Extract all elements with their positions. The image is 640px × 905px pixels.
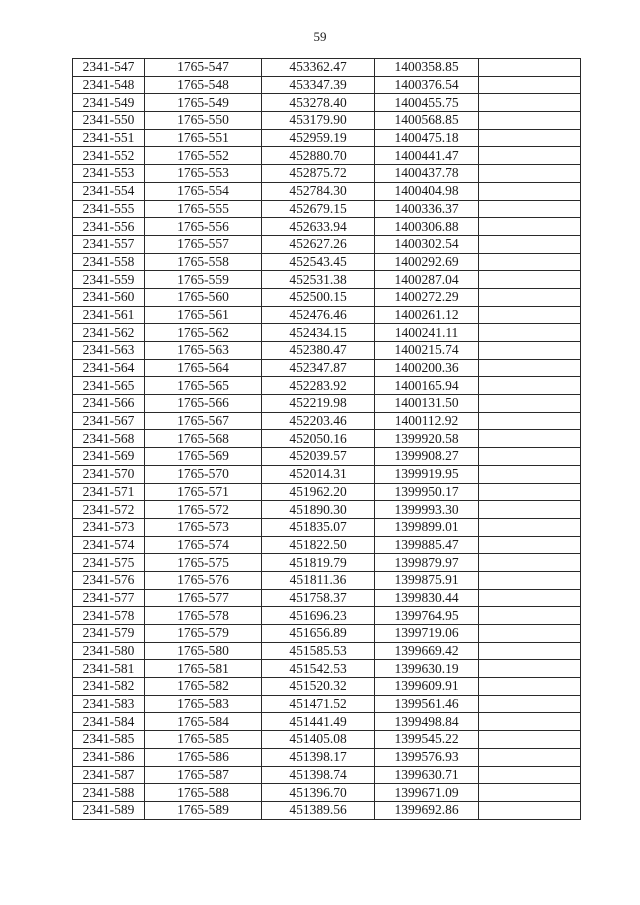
alt-point-id-cell: 1765-559 bbox=[145, 271, 262, 289]
x-coordinate-cell: 453179.90 bbox=[262, 112, 375, 130]
x-coordinate-cell: 453347.39 bbox=[262, 76, 375, 94]
x-coordinate-cell: 451819.79 bbox=[262, 554, 375, 572]
alt-point-id-cell: 1765-552 bbox=[145, 147, 262, 165]
y-coordinate-cell: 1399630.19 bbox=[375, 660, 479, 678]
x-coordinate-cell: 451398.17 bbox=[262, 748, 375, 766]
alt-point-id-cell: 1765-566 bbox=[145, 395, 262, 413]
note-cell bbox=[479, 430, 581, 448]
table-row bbox=[73, 430, 581, 448]
table-row bbox=[73, 713, 581, 731]
point-id-cell: 2341-570 bbox=[73, 465, 145, 483]
note-cell bbox=[479, 748, 581, 766]
table-row bbox=[73, 589, 581, 607]
alt-point-id-cell: 1765-585 bbox=[145, 731, 262, 749]
y-coordinate-cell: 1400376.54 bbox=[375, 76, 479, 94]
point-id-cell: 2341-551 bbox=[73, 129, 145, 147]
x-coordinate-cell: 452627.26 bbox=[262, 235, 375, 253]
point-id-cell: 2341-554 bbox=[73, 182, 145, 200]
alt-point-id-cell: 1765-555 bbox=[145, 200, 262, 218]
y-coordinate-cell: 1400404.98 bbox=[375, 182, 479, 200]
table-row bbox=[73, 112, 581, 130]
note-cell bbox=[479, 306, 581, 324]
note-cell bbox=[479, 536, 581, 554]
y-coordinate-cell: 1399920.58 bbox=[375, 430, 479, 448]
y-coordinate-cell: 1400306.88 bbox=[375, 218, 479, 236]
note-cell bbox=[479, 483, 581, 501]
point-id-cell: 2341-568 bbox=[73, 430, 145, 448]
x-coordinate-cell: 451835.07 bbox=[262, 518, 375, 536]
alt-point-id-cell: 1765-580 bbox=[145, 642, 262, 660]
table-row bbox=[73, 554, 581, 572]
table-row bbox=[73, 660, 581, 678]
x-coordinate-cell: 452434.15 bbox=[262, 324, 375, 342]
point-id-cell: 2341-576 bbox=[73, 571, 145, 589]
table-row bbox=[73, 377, 581, 395]
table-row bbox=[73, 94, 581, 112]
alt-point-id-cell: 1765-549 bbox=[145, 94, 262, 112]
point-id-cell: 2341-575 bbox=[73, 554, 145, 572]
x-coordinate-cell: 452283.92 bbox=[262, 377, 375, 395]
y-coordinate-cell: 1399630.71 bbox=[375, 766, 479, 784]
note-cell bbox=[479, 271, 581, 289]
x-coordinate-cell: 452543.45 bbox=[262, 253, 375, 271]
alt-point-id-cell: 1765-577 bbox=[145, 589, 262, 607]
point-id-cell: 2341-567 bbox=[73, 412, 145, 430]
table-row bbox=[73, 536, 581, 554]
alt-point-id-cell: 1765-569 bbox=[145, 448, 262, 466]
alt-point-id-cell: 1765-589 bbox=[145, 801, 262, 819]
table-row bbox=[73, 235, 581, 253]
x-coordinate-cell: 452880.70 bbox=[262, 147, 375, 165]
note-cell bbox=[479, 571, 581, 589]
table-row bbox=[73, 129, 581, 147]
x-coordinate-cell: 452219.98 bbox=[262, 395, 375, 413]
y-coordinate-cell: 1399764.95 bbox=[375, 607, 479, 625]
point-id-cell: 2341-560 bbox=[73, 288, 145, 306]
alt-point-id-cell: 1765-564 bbox=[145, 359, 262, 377]
table-row bbox=[73, 501, 581, 519]
table-row bbox=[73, 731, 581, 749]
note-cell bbox=[479, 731, 581, 749]
note-cell bbox=[479, 395, 581, 413]
note-cell bbox=[479, 94, 581, 112]
point-id-cell: 2341-572 bbox=[73, 501, 145, 519]
note-cell bbox=[479, 235, 581, 253]
alt-point-id-cell: 1765-548 bbox=[145, 76, 262, 94]
y-coordinate-cell: 1400215.74 bbox=[375, 342, 479, 360]
x-coordinate-cell: 452633.94 bbox=[262, 218, 375, 236]
alt-point-id-cell: 1765-578 bbox=[145, 607, 262, 625]
y-coordinate-cell: 1400358.85 bbox=[375, 59, 479, 77]
alt-point-id-cell: 1765-574 bbox=[145, 536, 262, 554]
x-coordinate-cell: 451471.52 bbox=[262, 695, 375, 713]
point-id-cell: 2341-566 bbox=[73, 395, 145, 413]
point-id-cell: 2341-577 bbox=[73, 589, 145, 607]
table-row bbox=[73, 465, 581, 483]
point-id-cell: 2341-548 bbox=[73, 76, 145, 94]
point-id-cell: 2341-581 bbox=[73, 660, 145, 678]
note-cell bbox=[479, 625, 581, 643]
alt-point-id-cell: 1765-579 bbox=[145, 625, 262, 643]
point-id-cell: 2341-585 bbox=[73, 731, 145, 749]
note-cell bbox=[479, 801, 581, 819]
x-coordinate-cell: 451398.74 bbox=[262, 766, 375, 784]
note-cell bbox=[479, 607, 581, 625]
x-coordinate-cell: 452500.15 bbox=[262, 288, 375, 306]
x-coordinate-cell: 451962.20 bbox=[262, 483, 375, 501]
alt-point-id-cell: 1765-550 bbox=[145, 112, 262, 130]
table-row bbox=[73, 59, 581, 77]
y-coordinate-cell: 1399875.91 bbox=[375, 571, 479, 589]
note-cell bbox=[479, 766, 581, 784]
table-row bbox=[73, 395, 581, 413]
y-coordinate-cell: 1400302.54 bbox=[375, 235, 479, 253]
note-cell bbox=[479, 324, 581, 342]
note-cell bbox=[479, 518, 581, 536]
x-coordinate-cell: 451822.50 bbox=[262, 536, 375, 554]
point-id-cell: 2341-587 bbox=[73, 766, 145, 784]
y-coordinate-cell: 1400336.37 bbox=[375, 200, 479, 218]
point-id-cell: 2341-578 bbox=[73, 607, 145, 625]
y-coordinate-cell: 1399561.46 bbox=[375, 695, 479, 713]
alt-point-id-cell: 1765-583 bbox=[145, 695, 262, 713]
table-row bbox=[73, 801, 581, 819]
x-coordinate-cell: 451542.53 bbox=[262, 660, 375, 678]
point-id-cell: 2341-559 bbox=[73, 271, 145, 289]
x-coordinate-cell: 451405.08 bbox=[262, 731, 375, 749]
x-coordinate-cell: 452476.46 bbox=[262, 306, 375, 324]
alt-point-id-cell: 1765-557 bbox=[145, 235, 262, 253]
x-coordinate-cell: 451811.36 bbox=[262, 571, 375, 589]
x-coordinate-cell: 451585.53 bbox=[262, 642, 375, 660]
point-id-cell: 2341-580 bbox=[73, 642, 145, 660]
x-coordinate-cell: 452050.16 bbox=[262, 430, 375, 448]
note-cell bbox=[479, 218, 581, 236]
alt-point-id-cell: 1765-582 bbox=[145, 678, 262, 696]
y-coordinate-cell: 1399545.22 bbox=[375, 731, 479, 749]
alt-point-id-cell: 1765-565 bbox=[145, 377, 262, 395]
y-coordinate-cell: 1399498.84 bbox=[375, 713, 479, 731]
y-coordinate-cell: 1399576.93 bbox=[375, 748, 479, 766]
alt-point-id-cell: 1765-547 bbox=[145, 59, 262, 77]
point-id-cell: 2341-589 bbox=[73, 801, 145, 819]
alt-point-id-cell: 1765-584 bbox=[145, 713, 262, 731]
table-row bbox=[73, 271, 581, 289]
table-row bbox=[73, 483, 581, 501]
x-coordinate-cell: 451696.23 bbox=[262, 607, 375, 625]
alt-point-id-cell: 1765-588 bbox=[145, 784, 262, 802]
alt-point-id-cell: 1765-556 bbox=[145, 218, 262, 236]
x-coordinate-cell: 451656.89 bbox=[262, 625, 375, 643]
y-coordinate-cell: 1399919.95 bbox=[375, 465, 479, 483]
note-cell bbox=[479, 182, 581, 200]
y-coordinate-cell: 1400112.92 bbox=[375, 412, 479, 430]
point-id-cell: 2341-586 bbox=[73, 748, 145, 766]
point-id-cell: 2341-562 bbox=[73, 324, 145, 342]
note-cell bbox=[479, 253, 581, 271]
note-cell bbox=[479, 554, 581, 572]
table-row bbox=[73, 359, 581, 377]
point-id-cell: 2341-547 bbox=[73, 59, 145, 77]
point-id-cell: 2341-588 bbox=[73, 784, 145, 802]
table-row bbox=[73, 76, 581, 94]
alt-point-id-cell: 1765-560 bbox=[145, 288, 262, 306]
alt-point-id-cell: 1765-571 bbox=[145, 483, 262, 501]
table-row bbox=[73, 324, 581, 342]
alt-point-id-cell: 1765-581 bbox=[145, 660, 262, 678]
point-id-cell: 2341-563 bbox=[73, 342, 145, 360]
note-cell bbox=[479, 76, 581, 94]
point-id-cell: 2341-573 bbox=[73, 518, 145, 536]
table-row bbox=[73, 165, 581, 183]
y-coordinate-cell: 1399993.30 bbox=[375, 501, 479, 519]
x-coordinate-cell: 452959.19 bbox=[262, 129, 375, 147]
point-id-cell: 2341-558 bbox=[73, 253, 145, 271]
table-row bbox=[73, 200, 581, 218]
point-id-cell: 2341-564 bbox=[73, 359, 145, 377]
point-id-cell: 2341-574 bbox=[73, 536, 145, 554]
y-coordinate-cell: 1399669.42 bbox=[375, 642, 479, 660]
x-coordinate-cell: 452347.87 bbox=[262, 359, 375, 377]
alt-point-id-cell: 1765-575 bbox=[145, 554, 262, 572]
x-coordinate-cell: 452679.15 bbox=[262, 200, 375, 218]
point-id-cell: 2341-552 bbox=[73, 147, 145, 165]
y-coordinate-cell: 1399671.09 bbox=[375, 784, 479, 802]
table-row bbox=[73, 288, 581, 306]
note-cell bbox=[479, 784, 581, 802]
x-coordinate-cell: 451441.49 bbox=[262, 713, 375, 731]
note-cell bbox=[479, 589, 581, 607]
point-id-cell: 2341-565 bbox=[73, 377, 145, 395]
y-coordinate-cell: 1399908.27 bbox=[375, 448, 479, 466]
table-row bbox=[73, 678, 581, 696]
table-row bbox=[73, 571, 581, 589]
y-coordinate-cell: 1399885.47 bbox=[375, 536, 479, 554]
y-coordinate-cell: 1400568.85 bbox=[375, 112, 479, 130]
alt-point-id-cell: 1765-587 bbox=[145, 766, 262, 784]
x-coordinate-cell: 452039.57 bbox=[262, 448, 375, 466]
note-cell bbox=[479, 660, 581, 678]
y-coordinate-cell: 1399879.97 bbox=[375, 554, 479, 572]
y-coordinate-cell: 1400131.50 bbox=[375, 395, 479, 413]
table-row bbox=[73, 253, 581, 271]
point-id-cell: 2341-550 bbox=[73, 112, 145, 130]
x-coordinate-cell: 451758.37 bbox=[262, 589, 375, 607]
note-cell bbox=[479, 642, 581, 660]
point-id-cell: 2341-557 bbox=[73, 235, 145, 253]
table-row bbox=[73, 748, 581, 766]
y-coordinate-cell: 1400475.18 bbox=[375, 129, 479, 147]
x-coordinate-cell: 451890.30 bbox=[262, 501, 375, 519]
point-id-cell: 2341-579 bbox=[73, 625, 145, 643]
note-cell bbox=[479, 112, 581, 130]
point-id-cell: 2341-571 bbox=[73, 483, 145, 501]
x-coordinate-cell: 452014.31 bbox=[262, 465, 375, 483]
y-coordinate-cell: 1400165.94 bbox=[375, 377, 479, 395]
x-coordinate-cell: 451396.70 bbox=[262, 784, 375, 802]
x-coordinate-cell: 452784.30 bbox=[262, 182, 375, 200]
point-id-cell: 2341-555 bbox=[73, 200, 145, 218]
point-id-cell: 2341-569 bbox=[73, 448, 145, 466]
y-coordinate-cell: 1399899.01 bbox=[375, 518, 479, 536]
table-row bbox=[73, 218, 581, 236]
note-cell bbox=[479, 412, 581, 430]
y-coordinate-cell: 1400292.69 bbox=[375, 253, 479, 271]
alt-point-id-cell: 1765-576 bbox=[145, 571, 262, 589]
note-cell bbox=[479, 147, 581, 165]
table-row bbox=[73, 342, 581, 360]
table-row bbox=[73, 642, 581, 660]
y-coordinate-cell: 1400272.29 bbox=[375, 288, 479, 306]
point-id-cell: 2341-582 bbox=[73, 678, 145, 696]
y-coordinate-cell: 1399950.17 bbox=[375, 483, 479, 501]
note-cell bbox=[479, 448, 581, 466]
table-row bbox=[73, 448, 581, 466]
alt-point-id-cell: 1765-568 bbox=[145, 430, 262, 448]
x-coordinate-cell: 451389.56 bbox=[262, 801, 375, 819]
table-row bbox=[73, 607, 581, 625]
x-coordinate-cell: 453362.47 bbox=[262, 59, 375, 77]
note-cell bbox=[479, 165, 581, 183]
y-coordinate-cell: 1400441.47 bbox=[375, 147, 479, 165]
table-row bbox=[73, 412, 581, 430]
y-coordinate-cell: 1400261.12 bbox=[375, 306, 479, 324]
note-cell bbox=[479, 59, 581, 77]
y-coordinate-cell: 1399830.44 bbox=[375, 589, 479, 607]
table-row bbox=[73, 182, 581, 200]
x-coordinate-cell: 452875.72 bbox=[262, 165, 375, 183]
note-cell bbox=[479, 129, 581, 147]
x-coordinate-cell: 451520.32 bbox=[262, 678, 375, 696]
table-row bbox=[73, 147, 581, 165]
x-coordinate-cell: 453278.40 bbox=[262, 94, 375, 112]
point-id-cell: 2341-583 bbox=[73, 695, 145, 713]
point-id-cell: 2341-561 bbox=[73, 306, 145, 324]
note-cell bbox=[479, 359, 581, 377]
table-row bbox=[73, 766, 581, 784]
x-coordinate-cell: 452531.38 bbox=[262, 271, 375, 289]
alt-point-id-cell: 1765-586 bbox=[145, 748, 262, 766]
coordinates-table bbox=[72, 58, 581, 820]
point-id-cell: 2341-549 bbox=[73, 94, 145, 112]
table-row bbox=[73, 625, 581, 643]
alt-point-id-cell: 1765-562 bbox=[145, 324, 262, 342]
alt-point-id-cell: 1765-558 bbox=[145, 253, 262, 271]
alt-point-id-cell: 1765-561 bbox=[145, 306, 262, 324]
note-cell bbox=[479, 342, 581, 360]
alt-point-id-cell: 1765-572 bbox=[145, 501, 262, 519]
alt-point-id-cell: 1765-570 bbox=[145, 465, 262, 483]
alt-point-id-cell: 1765-551 bbox=[145, 129, 262, 147]
alt-point-id-cell: 1765-554 bbox=[145, 182, 262, 200]
y-coordinate-cell: 1400200.36 bbox=[375, 359, 479, 377]
table-row bbox=[73, 306, 581, 324]
note-cell bbox=[479, 713, 581, 731]
note-cell bbox=[479, 501, 581, 519]
point-id-cell: 2341-553 bbox=[73, 165, 145, 183]
note-cell bbox=[479, 377, 581, 395]
alt-point-id-cell: 1765-563 bbox=[145, 342, 262, 360]
alt-point-id-cell: 1765-573 bbox=[145, 518, 262, 536]
y-coordinate-cell: 1400287.04 bbox=[375, 271, 479, 289]
y-coordinate-cell: 1399719.06 bbox=[375, 625, 479, 643]
table-row bbox=[73, 518, 581, 536]
table-row bbox=[73, 784, 581, 802]
note-cell bbox=[479, 288, 581, 306]
note-cell bbox=[479, 200, 581, 218]
note-cell bbox=[479, 678, 581, 696]
point-id-cell: 2341-584 bbox=[73, 713, 145, 731]
alt-point-id-cell: 1765-567 bbox=[145, 412, 262, 430]
table-body bbox=[73, 59, 581, 820]
table-row bbox=[73, 695, 581, 713]
page-number: 59 bbox=[313, 29, 327, 44]
alt-point-id-cell: 1765-553 bbox=[145, 165, 262, 183]
x-coordinate-cell: 452380.47 bbox=[262, 342, 375, 360]
y-coordinate-cell: 1399609.91 bbox=[375, 678, 479, 696]
note-cell bbox=[479, 465, 581, 483]
y-coordinate-cell: 1400241.11 bbox=[375, 324, 479, 342]
note-cell bbox=[479, 695, 581, 713]
y-coordinate-cell: 1399692.86 bbox=[375, 801, 479, 819]
y-coordinate-cell: 1400437.78 bbox=[375, 165, 479, 183]
point-id-cell: 2341-556 bbox=[73, 218, 145, 236]
y-coordinate-cell: 1400455.75 bbox=[375, 94, 479, 112]
x-coordinate-cell: 452203.46 bbox=[262, 412, 375, 430]
